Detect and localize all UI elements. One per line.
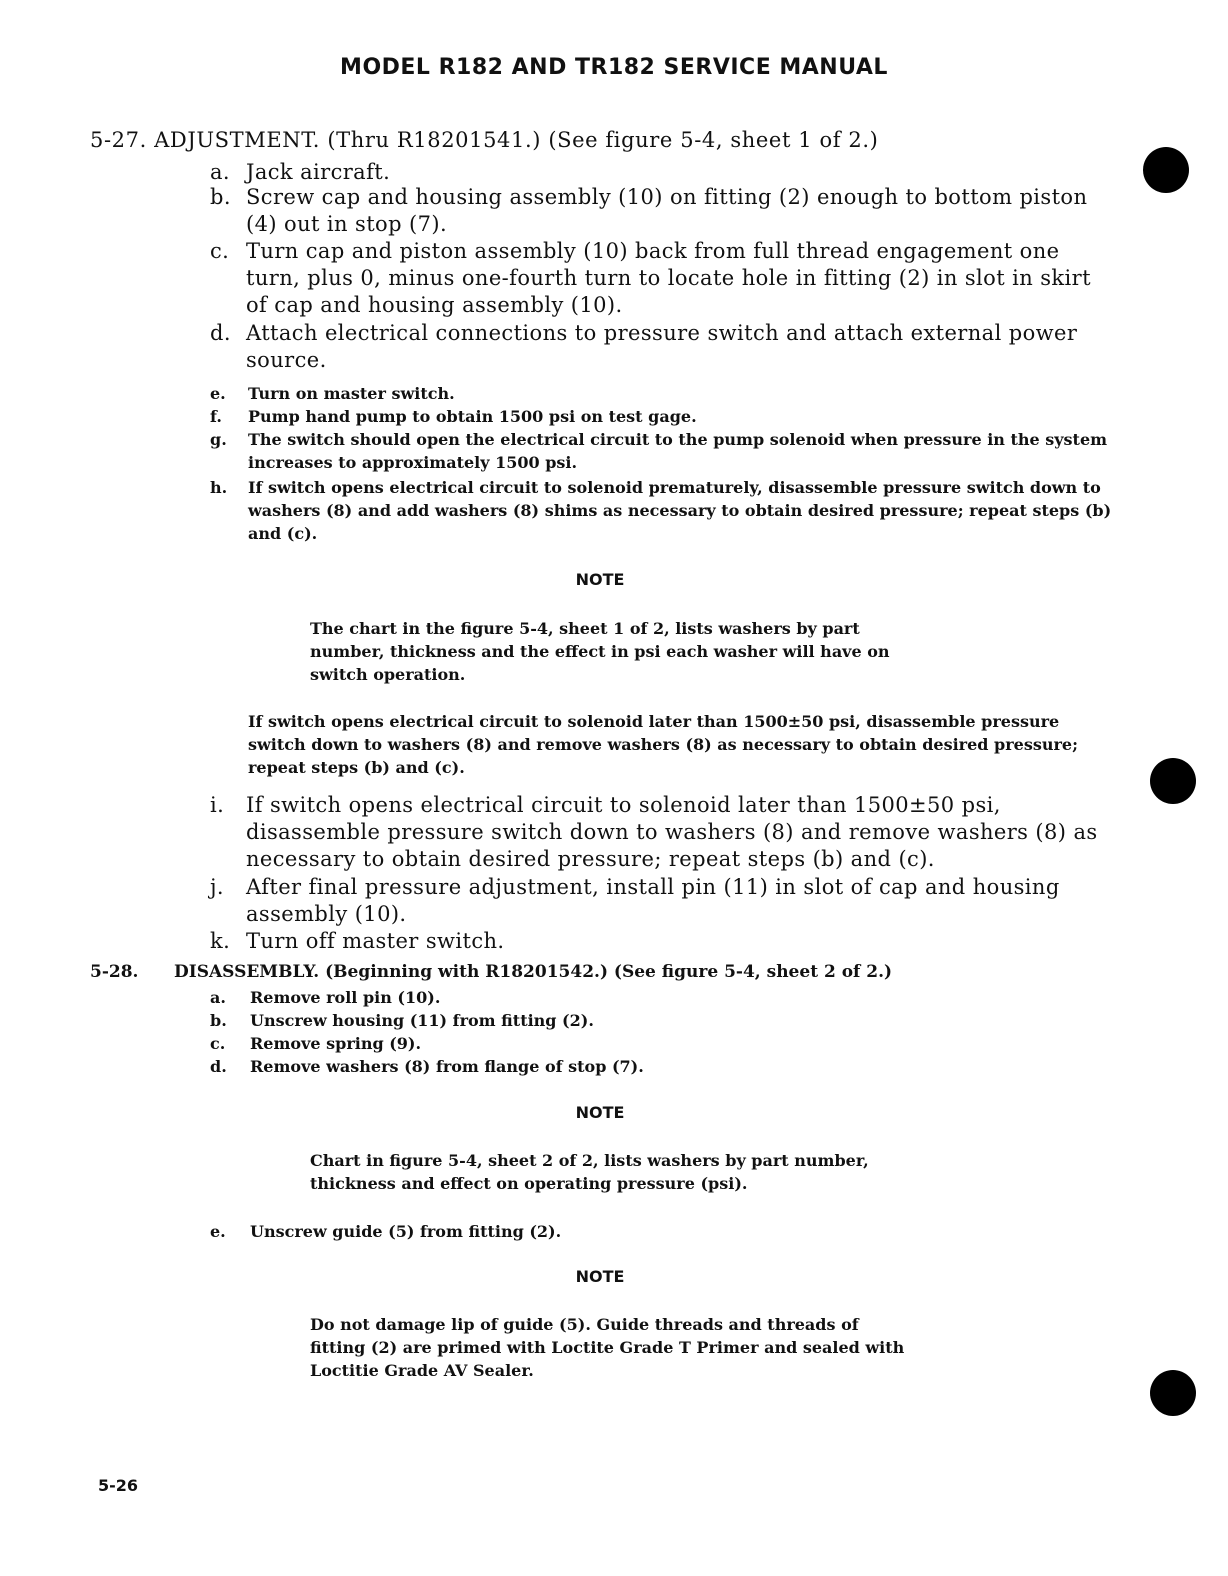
step-text: Screw cap and housing assembly (10) on fitting (2) enough to bottom piston (4) out in stop (7). bbox=[246, 185, 1088, 236]
step-letter: b. bbox=[210, 185, 231, 209]
step-letter: e. bbox=[210, 384, 226, 403]
step-letter: b. bbox=[210, 1011, 227, 1030]
disassembly-step-c bbox=[210, 1032, 1115, 1055]
disassembly-step-a bbox=[210, 986, 1115, 1009]
step-letter: e. bbox=[210, 1222, 226, 1241]
section-5-28-title bbox=[90, 962, 892, 982]
binder-hole bbox=[1150, 1370, 1196, 1416]
step-letter: g. bbox=[210, 430, 227, 449]
step-text: The switch should open the electrical circuit to the pump solenoid when pressure in the system increases to approximately 1500 psi. bbox=[248, 430, 1108, 472]
step-letter: j. bbox=[210, 875, 224, 899]
binder-hole bbox=[1150, 758, 1196, 804]
step-letter: d. bbox=[210, 321, 231, 345]
step-text: Unscrew housing (11) from fitting (2). bbox=[250, 1011, 594, 1030]
section-5-27-title: 5-27. ADJUSTMENT. (Thru R18201541.) (See figure 5-4, sheet 1 of 2.) bbox=[90, 128, 879, 152]
step-e bbox=[210, 382, 1115, 405]
disassembly-step-b bbox=[210, 1009, 1115, 1032]
step-text: Pump hand pump to obtain 1500 psi on test gage. bbox=[248, 407, 697, 426]
step-text: If switch opens electrical circuit to solenoid later than 1500±50 psi, disassemble pressure switch down to washers (8) and remove washers (8) as necessary to obtain desired pressure; repeat steps (b) and (c). bbox=[246, 793, 1098, 871]
step-text: Remove spring (9). bbox=[250, 1034, 422, 1053]
section-number: 5-28. bbox=[90, 962, 139, 982]
step-text: Turn on master switch. bbox=[248, 384, 455, 403]
step-c bbox=[210, 238, 1115, 319]
step-b bbox=[210, 184, 1115, 238]
note-heading: NOTE bbox=[575, 570, 625, 589]
step-letter: c. bbox=[210, 1034, 226, 1053]
step-letter: f. bbox=[210, 407, 222, 426]
step-text: Unscrew guide (5) from fitting (2). bbox=[250, 1222, 562, 1241]
step-j bbox=[210, 874, 1115, 928]
step-letter: h. bbox=[210, 478, 228, 497]
step-letter: c. bbox=[210, 239, 230, 263]
step-i bbox=[210, 792, 1115, 873]
page-header: MODEL R182 AND TR182 SERVICE MANUAL bbox=[340, 55, 888, 80]
note-heading: NOTE bbox=[575, 1267, 625, 1286]
note-text: The chart in the figure 5-4, sheet 1 of 2, lists washers by part number, thickness and the effect in psi each washer will have on switch operation. bbox=[310, 619, 890, 684]
note-text: Do not damage lip of guide (5). Guide threads and threads of fitting (2) are primed with Loctite Grade T Primer and sealed with Loctitie Grade AV Sealer. bbox=[310, 1315, 905, 1380]
step-text: If switch opens electrical circuit to solenoid prematurely, disassemble pressure switch down to washers (8) and add washers (8) shims as necessary to obtain desired pressure; repeat steps (b) and (c). bbox=[248, 478, 1112, 543]
step-text: Remove roll pin (10). bbox=[250, 988, 441, 1007]
note-follow-paragraph: If switch opens electrical circuit to solenoid later than 1500±50 psi, disassemble pressure switch down to washers (8) and remove washers (8) as necessary to obtain desired pressure; repeat steps (b) and (c). bbox=[248, 712, 1078, 777]
step-letter: a. bbox=[210, 988, 226, 1007]
step-g bbox=[210, 428, 1115, 474]
step-h bbox=[210, 476, 1115, 545]
disassembly-step-e bbox=[210, 1220, 1115, 1243]
step-a bbox=[210, 159, 1115, 186]
page-number: 5-26 bbox=[98, 1476, 139, 1495]
step-text: Remove washers (8) from flange of stop (7). bbox=[250, 1057, 644, 1076]
note-text: Chart in figure 5-4, sheet 2 of 2, lists washers by part number, thickness and effect on operating pressure (psi). bbox=[310, 1151, 869, 1193]
step-letter: a. bbox=[210, 160, 230, 184]
step-k bbox=[210, 928, 1115, 955]
note-heading: NOTE bbox=[575, 1103, 625, 1122]
step-letter: k. bbox=[210, 929, 231, 953]
step-letter: i. bbox=[210, 793, 225, 817]
section-heading: DISASSEMBLY. (Beginning with R18201542.) (See figure 5-4, sheet 2 of 2.) bbox=[174, 962, 893, 982]
step-text: Attach electrical connections to pressure switch and attach external power source. bbox=[246, 321, 1078, 372]
binder-hole bbox=[1143, 147, 1189, 193]
step-d bbox=[210, 320, 1115, 374]
step-f bbox=[210, 405, 1115, 428]
step-text: Jack aircraft. bbox=[246, 160, 391, 184]
step-text: After final pressure adjustment, install pin (11) in slot of cap and housing assembly (10). bbox=[246, 875, 1060, 926]
step-text: Turn cap and piston assembly (10) back from full thread engagement one turn, plus 0, minus one-fourth turn to locate hole in fitting (2) in slot in skirt of cap and housing assembly (10). bbox=[246, 239, 1091, 317]
step-letter: d. bbox=[210, 1057, 227, 1076]
step-text: Turn off master switch. bbox=[246, 929, 505, 953]
disassembly-step-d bbox=[210, 1055, 1115, 1078]
